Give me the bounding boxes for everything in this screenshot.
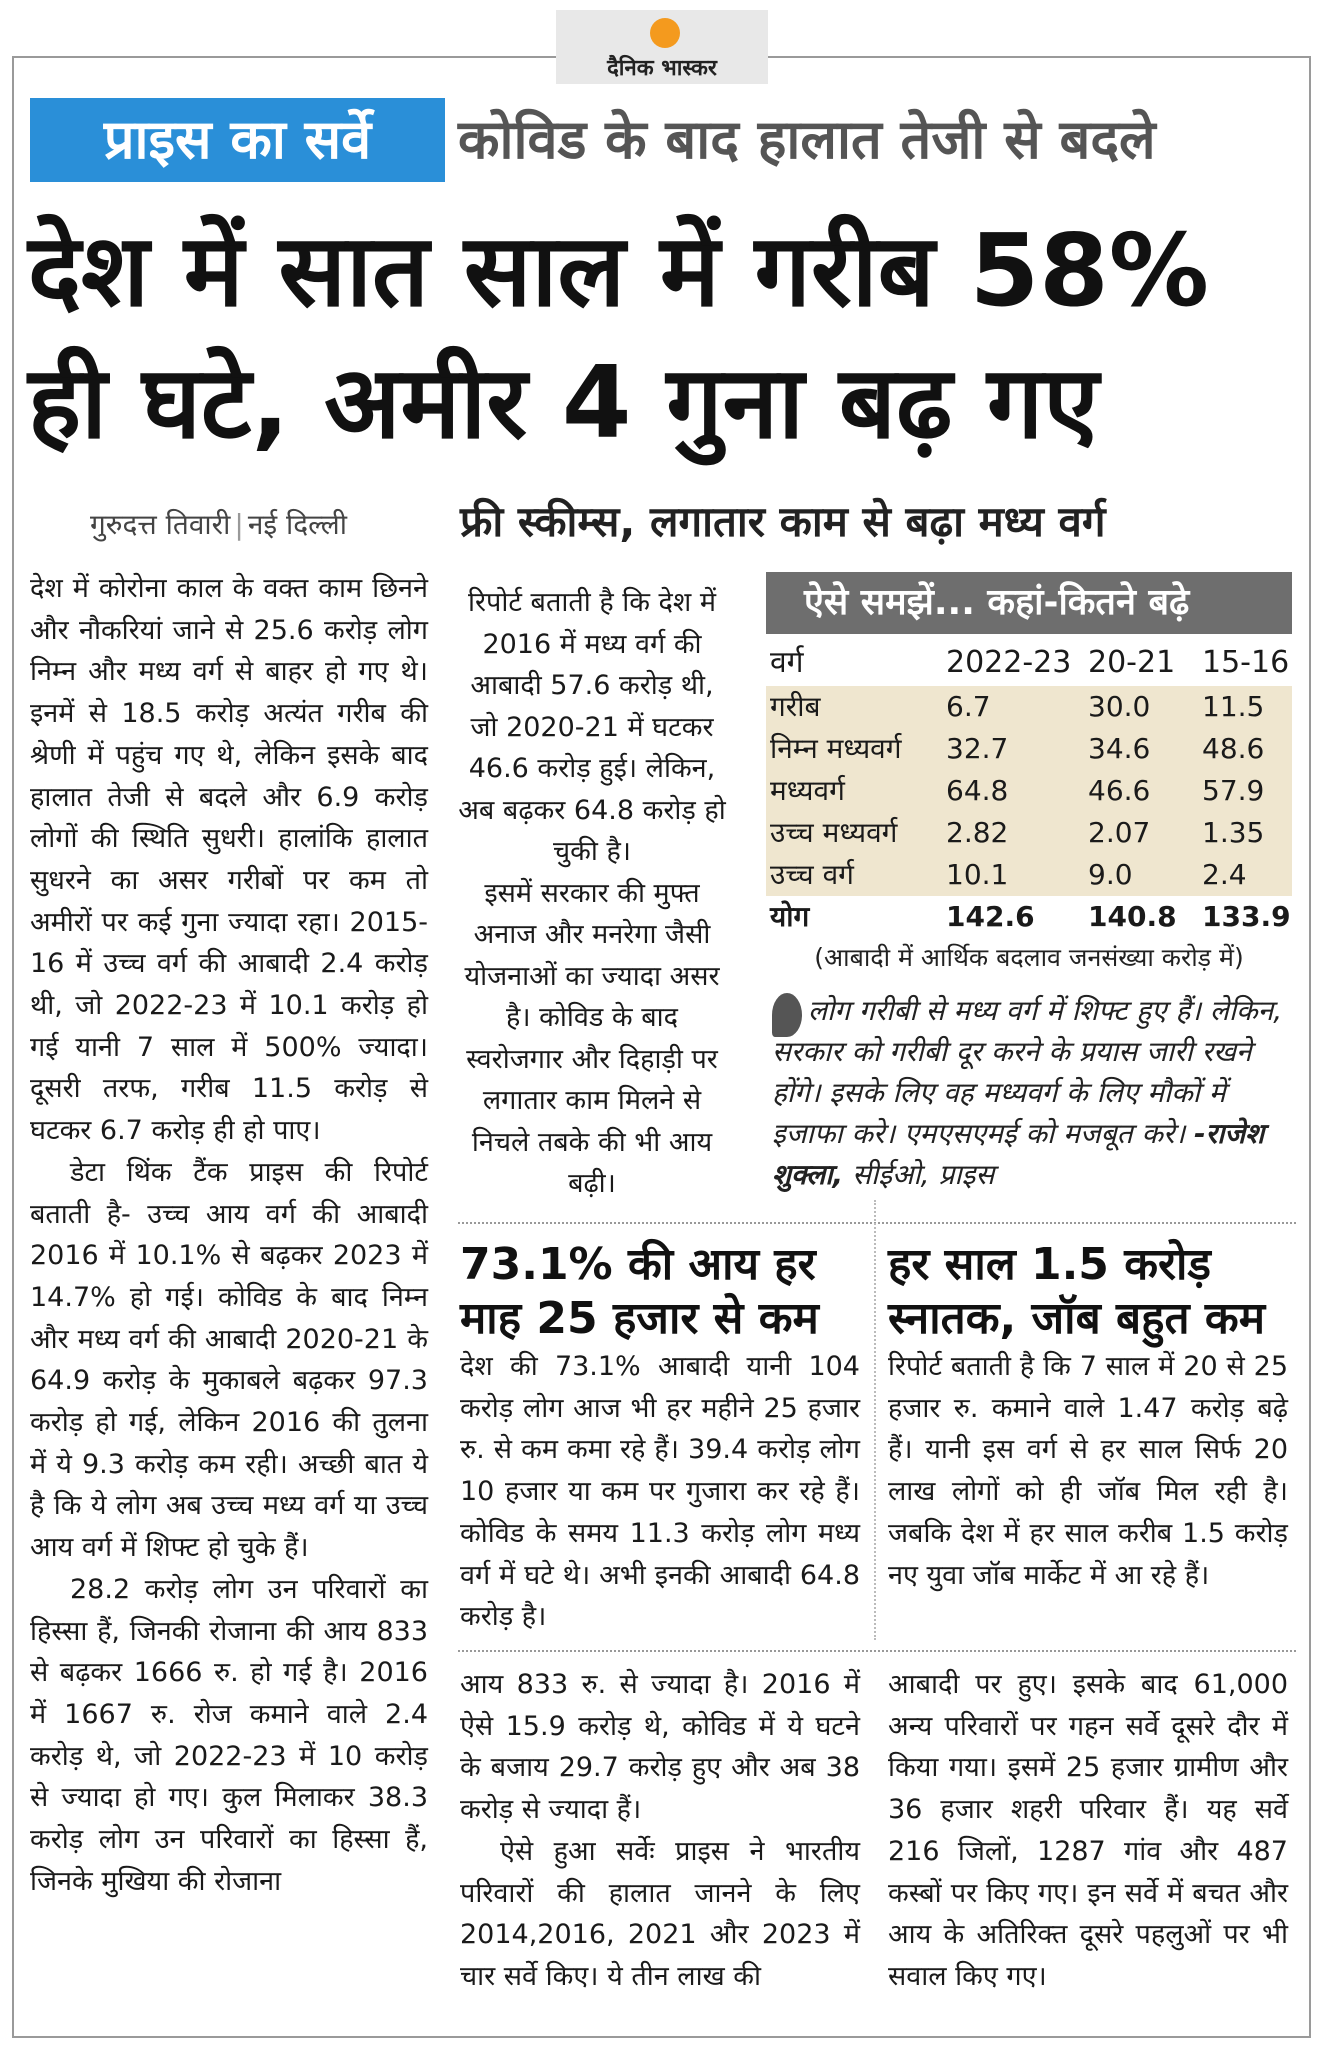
headline: देश में सात साल में गरीब 58% ही घटे, अमीर 4 गुना बढ़ गए bbox=[28, 212, 1209, 461]
col1-para-1: देश में कोरोना काल के वक्त काम छिनने और नौकरियां जाने से 25.6 करोड़ लोग निम्न और मध्य वर्ग से बाहर हो गए थे। इनमें से 18.5 करोड़ अत्यंत गरीब की श्रेणी में पहुंच गए थे, लेकिन इसके बाद हालात तेजी से बदले और 6.9 करोड़ लोगों की स्थिति सुधरी। हालांकि हालात सुधरने का असर गरीबों पर कम तो अमीरों पर कई गुना ज्यादा रहा। 2015-16 में उच्च वर्ग की आबादी 2.4 करोड़ थी, जो 2022-23 में 10.1 करोड़ हो गई यानी 7 साल में 500% ज्यादा। दूसरी तरफ, गरीब 11.5 करोड़ से घटकर 6.7 करोड़ ही हो पाए। bbox=[30, 573, 428, 1147]
table-header-cell: 2022-23 bbox=[946, 645, 1072, 680]
quote-role: सीईओ, प्राइस bbox=[852, 1158, 995, 1191]
table-header-cell: 15-16 bbox=[1202, 645, 1290, 680]
byline-author: गुरुदत्त तिवारी bbox=[90, 508, 231, 541]
table-cell: 10.1 bbox=[946, 858, 1009, 891]
table-header-cell: वर्ग bbox=[770, 645, 804, 680]
kicker: कोविड के बाद हालात तेजी से बदले bbox=[458, 108, 1156, 171]
table-row bbox=[766, 854, 1292, 896]
table-cell: 9.0 bbox=[1088, 858, 1133, 891]
column-1 bbox=[30, 568, 428, 1903]
column-3-continued bbox=[460, 1664, 860, 1998]
table-header-cell: 20-21 bbox=[1088, 645, 1176, 680]
table-caption: (आबादी में आर्थिक बदलाव जनसंख्या करोड़ में) bbox=[814, 943, 1244, 972]
table-cell: 34.6 bbox=[1088, 732, 1151, 765]
table-cell: 140.8 bbox=[1088, 900, 1177, 933]
col2-para-2: इसमें सरकार की मुफ्त अनाज और मनरेगा जैसी योजनाओं का ज्यादा असर है। कोविड के बाद स्वरोजगार और दिहाड़ी पर लगातार काम मिलने से निचले तबके की भी आय बढ़ी। bbox=[464, 877, 720, 1199]
table-cell: 142.6 bbox=[946, 900, 1035, 933]
table-cell: 64.8 bbox=[946, 774, 1009, 807]
table-cell: योग bbox=[770, 900, 810, 933]
quote-text: लोग गरीबी से मध्य वर्ग में शिफ्ट हुए हैं। लेकिन, सरकार को गरीबी दूर करने के प्रयास जारी रखने होंगे। इसके लिए वह मध्यवर्ग के लिए मौकों में इजाफा करे। एमएसएमई को मजबूत करे। bbox=[772, 994, 1283, 1150]
column-4-continued bbox=[888, 1664, 1288, 1998]
table-row bbox=[766, 686, 1292, 728]
box2-headline: हर साल 1.5 करोड़ स्नातक, जॉब बहुत कम bbox=[888, 1239, 1266, 1344]
box2-body: रिपोर्ट बताती है कि 7 साल में 20 से 25 हजार रु. कमाने वाले 1.47 करोड़ बढ़े हैं। यानी इस वर्ग से हर साल सिर्फ 20 लाख लोगों को ही जॉब मिल रही है। जबकि देश में हर साल करीब 1.5 करोड़ नए युवा जॉब मार्केट में आ रहे हैं। bbox=[888, 1351, 1288, 1591]
masthead bbox=[556, 10, 768, 84]
table-cell: गरीब bbox=[770, 690, 821, 723]
table-cell: 2.07 bbox=[1088, 816, 1151, 849]
sun-logo-icon bbox=[650, 18, 680, 48]
table-title: ऐसे समझें... कहां-कितने बढ़े bbox=[766, 572, 1292, 634]
column-2 bbox=[458, 582, 726, 1205]
table-cell: निम्न मध्यवर्ग bbox=[770, 732, 902, 765]
table-cell: 57.9 bbox=[1202, 774, 1265, 807]
col1-para-2: डेटा थिंक टैंक प्राइस की रिपोर्ट बताती है- उच्च आय वर्ग की आबादी 2016 में 10.1% से बढ़कर 2023 में 14.7% हो गई। कोविड के बाद निम्न और मध्य वर्ग की आबादी 2020-21 के 64.9 करोड़ के मुकाबले बढ़कर 97.3 करोड़ हो गई, लेकिन 2016 की तुलना में ये 9.3 करोड़ कम रही। अच्छी बात ये है कि ये लोग अब उच्च मध्य वर्ग या उच्च आय वर्ग में शिफ्ट हो चुके हैं। bbox=[30, 1156, 428, 1564]
subheadline: फ्री स्कीम्स, लगातार काम से बढ़ा मध्य वर्ग bbox=[460, 497, 1106, 546]
col4-para-1: आबादी पर हुए। इसके बाद 61,000 अन्य परिवारों पर गहन सर्वे दूसरे दौर में किया गया। इसमें 25 हजार ग्रामीण और 36 हजार शहरी परिवार हैं। यह सर्वे 216 जिलों, 1287 गांव और 487 कस्बों पर किए गए। इन सर्वे में बचत और आय के अतिरिक्त दूसरे पहलुओं पर भी सवाल किए गए। bbox=[888, 1669, 1288, 1992]
divider bbox=[458, 1222, 1296, 1224]
box1-headline: 73.1% की आय हर माह 25 हजार से कम bbox=[460, 1239, 819, 1344]
quote-author: -राजेश शुक्ला, bbox=[772, 1117, 1265, 1191]
table-cell: 2.4 bbox=[1202, 858, 1247, 891]
table-row bbox=[766, 812, 1292, 854]
table-cell: मध्यवर्ग bbox=[770, 774, 845, 807]
table-cell: 133.9 bbox=[1202, 900, 1291, 933]
table-cell: 30.0 bbox=[1088, 690, 1151, 723]
table-cell: उच्च मध्यवर्ग bbox=[770, 816, 898, 849]
table-row bbox=[766, 728, 1292, 770]
col3-para-1: आय 833 रु. से ज्यादा है। 2016 में ऐसे 15.9 करोड़ थे, कोविड में ये घटने के बजाय 29.7 करोड़ हुए और अब 38 करोड़ से ज्यादा हैं। bbox=[460, 1669, 860, 1826]
byline: गुरुदत्त तिवारी | नई दिल्ली bbox=[90, 508, 347, 541]
col3-para-2: ऐसे हुआ सर्वेः प्राइस ने भारतीय परिवारों की हालात जानने के लिए 2014,2016, 2021 और 2023 में चार सर्वे किए। ये तीन लाख की bbox=[460, 1835, 860, 1992]
divider bbox=[458, 1650, 1296, 1652]
table-cell: 46.6 bbox=[1088, 774, 1151, 807]
table-cell: 48.6 bbox=[1202, 732, 1265, 765]
table-cell: 11.5 bbox=[1202, 690, 1265, 723]
table-header bbox=[766, 640, 1292, 686]
table-cell: 6.7 bbox=[946, 690, 991, 723]
table-cell: 32.7 bbox=[946, 732, 1009, 765]
col2-para-1: रिपोर्ट बताती है कि देश में 2016 में मध्य वर्ग की आबादी 57.6 करोड़ थी, जो 2020-21 में घटकर 46.6 करोड़ हुई। लेकिन, अब बढ़कर 64.8 करोड़ हो चुकी है। bbox=[458, 587, 726, 867]
table-cell: उच्च वर्ग bbox=[770, 858, 854, 891]
table-total-row bbox=[766, 896, 1292, 938]
divider bbox=[874, 1200, 876, 1640]
table-row bbox=[766, 770, 1292, 812]
box1-body: देश की 73.1% आबादी यानी 104 करोड़ लोग आज भी हर महीने 25 हजार रु. से कम कमा रहे हैं। 39.4 करोड़ लोग 10 हजार या कम पर गुजारा कर रहे हैं। कोविड के समय 11.3 करोड़ लोग मध्य वर्ग में घटे थे। अभी इनकी आबादी 64.8 करोड़ है। bbox=[460, 1351, 860, 1633]
paper-name: दैनिक भास्कर bbox=[607, 56, 717, 81]
data-table bbox=[766, 572, 1292, 974]
col1-para-3: 28.2 करोड़ लोग उन परिवारों का हिस्सा हैं, जिनकी रोजाना की आय 833 से बढ़कर 1666 रु. हो गई है। 2016 में 1667 रु. रोज कमाने वाले 2.4 करोड़ थे, जो 2022-23 में 10 करोड़ से ज्यादा हो गए। कुल मिलाकर 38.3 करोड़ लोग उन परिवारों का हिस्सा हैं, जिनके मुखिया की रोजाना bbox=[30, 1573, 428, 1897]
table-cell: 1.35 bbox=[1202, 816, 1265, 849]
section-tag: प्राइस का सर्वे bbox=[30, 98, 445, 182]
pull-quote bbox=[772, 990, 1290, 1195]
byline-place: नई दिल्ली bbox=[247, 508, 347, 541]
table-cell: 2.82 bbox=[946, 816, 1009, 849]
